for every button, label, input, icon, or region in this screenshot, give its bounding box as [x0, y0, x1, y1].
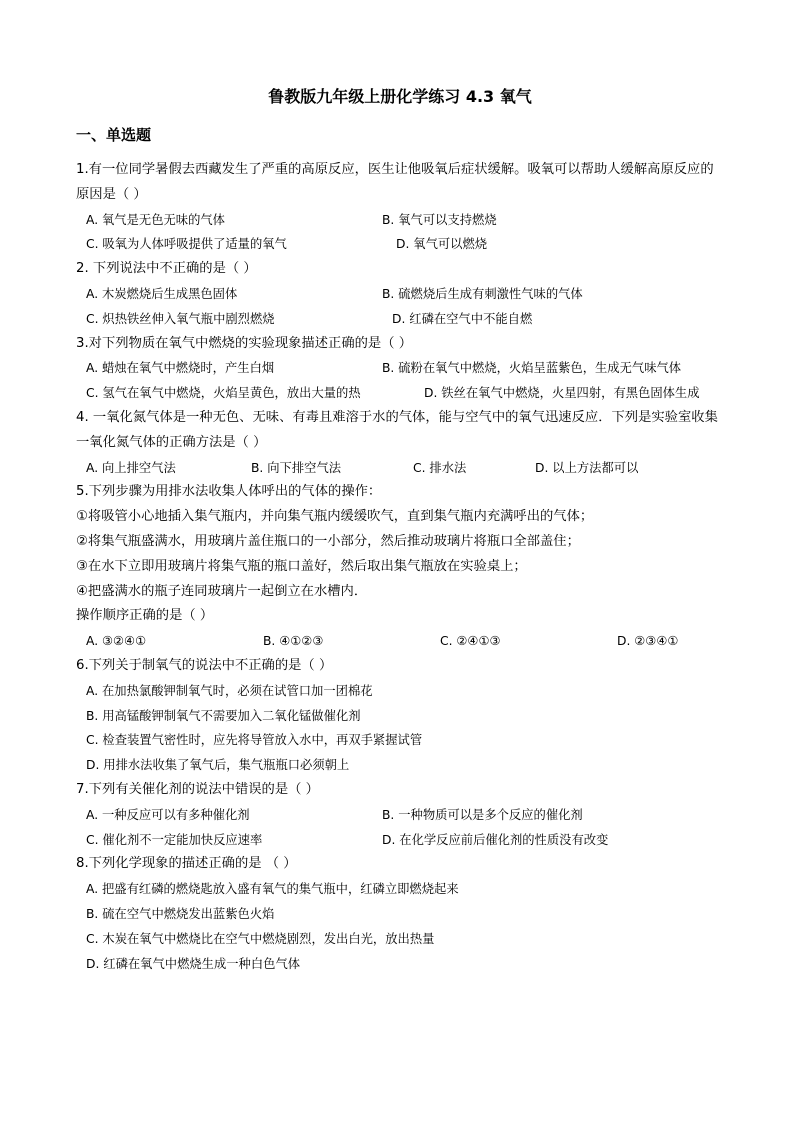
option-c: C. 排水法 — [413, 460, 467, 475]
option-b: B. ④①②③ — [263, 634, 324, 649]
page-title: 鲁教版九年级上册化学练习 4.3 氧气 — [268, 87, 532, 106]
option-c: C. ②④①③ — [440, 634, 501, 649]
question-7-stem: 7.下列有关催化剂的说法中错误的是（ ） — [76, 781, 319, 797]
question-8-stem: 8.下列化学现象的描述正确的是 （ ） — [76, 856, 297, 872]
question-4-stem: 4. 一氧化氮气体是一种无色、无味、有毒且难溶于水的气体，能与空气中的氧气迅速反应．下列是实验室收集一氧化氮气体的正确方法是（ ） — [76, 409, 718, 450]
option-d: D. 红磷在空气中不能自燃 — [392, 311, 533, 326]
option-c: C. 氢气在氧气中燃烧，火焰呈黄色，放出大量的热 — [86, 386, 361, 401]
question-1-stem: 1.有一位同学暑假去西藏发生了严重的高原反应，医生让他吸氧后症状缓解。吸氧可以帮助人缓解高原反应的原因是（ ） — [76, 162, 714, 202]
question-3 — [76, 332, 724, 406]
step-3: ③在水下立即用玻璃片将集气瓶的瓶口盖好，然后取出集气瓶放在实验桌上； — [76, 558, 527, 574]
option-a: A. ③②④① — [86, 634, 147, 649]
option-d: D. 在化学反应前后催化剂的性质没有改变 — [382, 832, 609, 847]
option-c: C. 催化剂不一定能加快反应速率 — [86, 832, 263, 847]
question-5-stem: 5.下列步骤为用排水法收集人体呼出的气体的操作： — [76, 484, 382, 500]
option-a: A. 蜡烛在氧气中燃烧时，产生白烟 — [86, 361, 275, 376]
step-1: ①将吸管小心地插入集气瓶内，并向集气瓶内缓缓吹气，直到集气瓶内充满呼出的气体； — [76, 509, 594, 525]
question-6-stem: 6.下列关于制氧气的说法中不正确的是（ ） — [76, 657, 333, 673]
question-3-stem: 3.对下列物质在氧气中燃烧的实验现象描述正确的是（ ） — [76, 335, 413, 351]
option-d: D. 以上方法都可以 — [535, 460, 639, 475]
question-4-options — [76, 456, 724, 481]
option-a: A. 木炭燃烧后生成黑色固体 — [86, 286, 238, 301]
option-a: A. 在加热氯酸钾制氧气时，必须在试管口加一团棉花 — [86, 683, 373, 698]
option-d: D. 用排水法收集了氧气后，集气瓶瓶口必须朝上 — [86, 758, 350, 773]
option-b: B. 氧气可以支持燃烧 — [382, 212, 497, 227]
step-2: ②将集气瓶盛满水，用玻璃片盖住瓶口的一小部分，然后推动玻璃片将瓶口全部盖住； — [76, 533, 580, 549]
section-heading: 一、单选题 — [76, 126, 152, 144]
question-8-options — [76, 877, 724, 976]
question-2-options — [76, 282, 724, 332]
option-a: A. 氧气是无色无味的气体 — [86, 212, 225, 227]
option-b: B. 向下排空气法 — [251, 460, 342, 475]
question-5 — [76, 480, 724, 654]
question-4 — [76, 406, 724, 480]
option-c: C. 木炭在氧气中燃烧比在空气中燃烧剧烈，发出白光，放出热量 — [86, 931, 435, 946]
option-a: A. 把盛有红磷的燃烧匙放入盛有氧气的集气瓶中，红磷立即燃烧起来 — [86, 882, 459, 897]
question-8 — [76, 852, 724, 976]
question-5-ask: 操作顺序正确的是（ ） — [76, 608, 214, 624]
option-b: B. 一种物质可以是多个反应的催化剂 — [382, 807, 583, 822]
question-3-options-row2 — [76, 381, 724, 406]
step-4: ④把盛满水的瓶子连同玻璃片一起倒立在水槽内． — [76, 583, 368, 599]
option-a: A. 一种反应可以有多种催化剂 — [86, 807, 250, 822]
option-b: B. 硫燃烧后生成有刺激性气味的气体 — [382, 286, 583, 301]
option-a: A. 向上排空气法 — [86, 460, 176, 475]
option-c: C. 吸氧为人体呼吸提供了适量的氧气 — [86, 237, 287, 252]
option-d: D. 氧气可以燃烧 — [396, 237, 488, 252]
question-2-stem: 2. 下列说法中不正确的是（ ） — [76, 261, 257, 277]
question-5-options — [76, 629, 724, 654]
option-b: B. 用高锰酸钾制氧气不需要加入二氧化锰做催化剂 — [86, 708, 361, 723]
option-d: D. 红磷在氧气中燃烧生成一种白色气体 — [86, 956, 301, 971]
question-1-options — [76, 208, 724, 258]
option-b: B. 硫在空气中燃烧发出蓝紫色火焰 — [86, 906, 275, 921]
question-6-options — [76, 679, 724, 778]
question-7-options — [76, 803, 724, 853]
question-7 — [76, 778, 724, 852]
question-1 — [76, 158, 724, 257]
option-c: C. 炽热铁丝伸入氧气瓶中剧烈燃烧 — [86, 311, 275, 326]
option-d: D. 铁丝在氧气中燃烧，火星四射，有黑色固体生成 — [424, 386, 700, 401]
option-b: B. 硫粉在氧气中燃烧，火焰呈蓝紫色，生成无气味气体 — [382, 361, 682, 376]
question-6 — [76, 654, 724, 778]
option-c: C. 检查装置气密性时，应先将导管放入水中，再双手紧握试管 — [86, 733, 423, 748]
option-d: D. ②③④① — [617, 634, 679, 649]
question-2 — [76, 257, 724, 331]
question-3-options-row1 — [76, 356, 724, 381]
